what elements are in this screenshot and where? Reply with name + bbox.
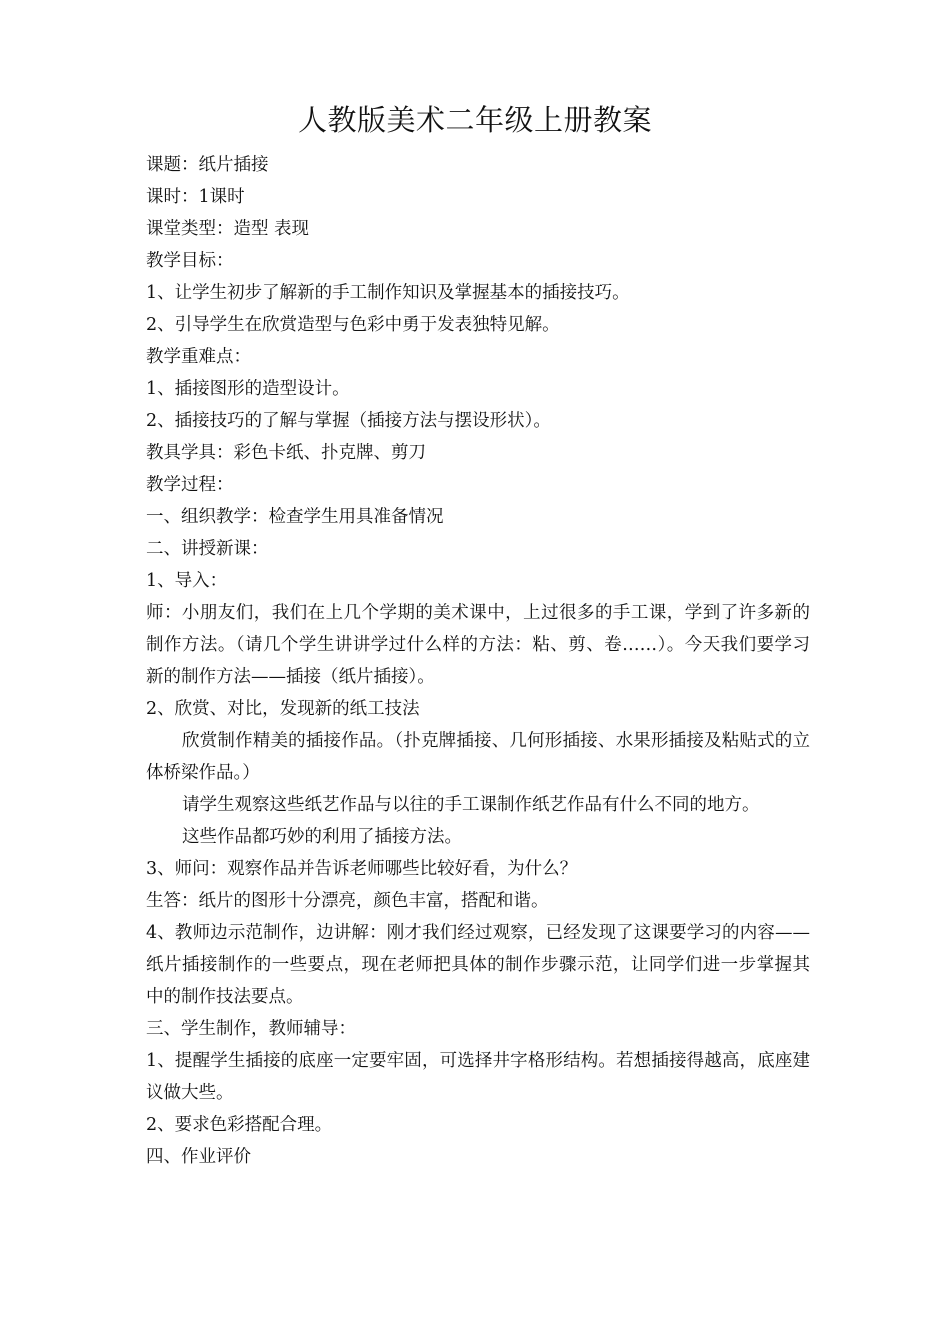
section-student-practice: 三、学生制作，教师辅导：: [146, 1019, 356, 1039]
teacher-demo-paragraph: 4、教师边示范制作，边讲解：刚才我们经过观察，已经发现了这课要学习的内容——纸片插接制作的一些要点，现在老师把具体的制作步骤示范，让同学们进一步掌握其中的制作技法要点。: [146, 923, 810, 1007]
key-points-heading: 教学重难点：: [146, 347, 251, 367]
teacher-question-line: 3、师问：观察作品并告诉老师哪些比较好看，为什么？: [146, 859, 578, 879]
step-appreciate-compare: 2、欣赏、对比，发现新的纸工技法: [146, 699, 420, 719]
clever-method-paragraph: 这些作品都巧妙的利用了插接方法。: [182, 827, 462, 847]
key-point-item-2: 2、插接技巧的了解与掌握（插接方法与摆设形状）。: [146, 411, 551, 431]
objectives-heading: 教学目标：: [146, 251, 234, 271]
objective-item-1: 1、让学生初步了解新的手工制作知识及掌握基本的插接技巧。: [146, 283, 630, 303]
practice-tip-2: 2、要求色彩搭配合理。: [146, 1115, 333, 1135]
lesson-type-line: 课堂类型：造型 表现: [146, 219, 310, 239]
student-answer-line: 生答：纸片的图形十分漂亮，颜色丰富，搭配和谐。: [146, 891, 549, 911]
document-body: [146, 149, 810, 1173]
section-organize-teaching: 一、组织教学：检查学生用具准备情况: [146, 507, 444, 527]
lesson-topic-line: 课题：纸片插接: [146, 155, 269, 175]
teacher-intro-paragraph: 师：小朋友们，我们在上几个学期的美术课中，上过很多的手工课，学到了许多新的制作方法。（请几个学生讲讲学过什么样的方法：粘、剪、卷……）。今天我们要学习新的制作方法——插接（纸片插接）。: [146, 603, 810, 687]
step-introduction: 1、导入：: [146, 571, 228, 591]
appreciate-works-paragraph: 欣赏制作精美的插接作品。（扑克牌插接、几何形插接、水果形插接及粘贴式的立体桥梁作品。）: [146, 731, 810, 783]
key-point-item-1: 1、插接图形的造型设计。: [146, 379, 350, 399]
objective-item-2: 2、引导学生在欣赏造型与色彩中勇于发表独特见解。: [146, 315, 560, 335]
section-new-lesson: 二、讲授新课：: [146, 539, 269, 559]
teaching-process-heading: 教学过程：: [146, 475, 234, 495]
practice-tip-1: 1、提醒学生插接的底座一定要牢固，可选择井字格形结构。若想插接得越高，底座建议做大些。: [146, 1051, 810, 1103]
observe-works-paragraph: 请学生观察这些纸艺作品与以往的手工课制作纸艺作品有什么不同的地方。: [182, 795, 760, 815]
document-title: 人教版美术二年级上册教案: [297, 103, 652, 137]
lesson-hours-line: 课时：1课时: [146, 187, 245, 207]
section-homework-evaluation: 四、作业评价: [146, 1147, 251, 1167]
teaching-tools-line: 教具学具：彩色卡纸、扑克牌、剪刀: [146, 443, 426, 463]
